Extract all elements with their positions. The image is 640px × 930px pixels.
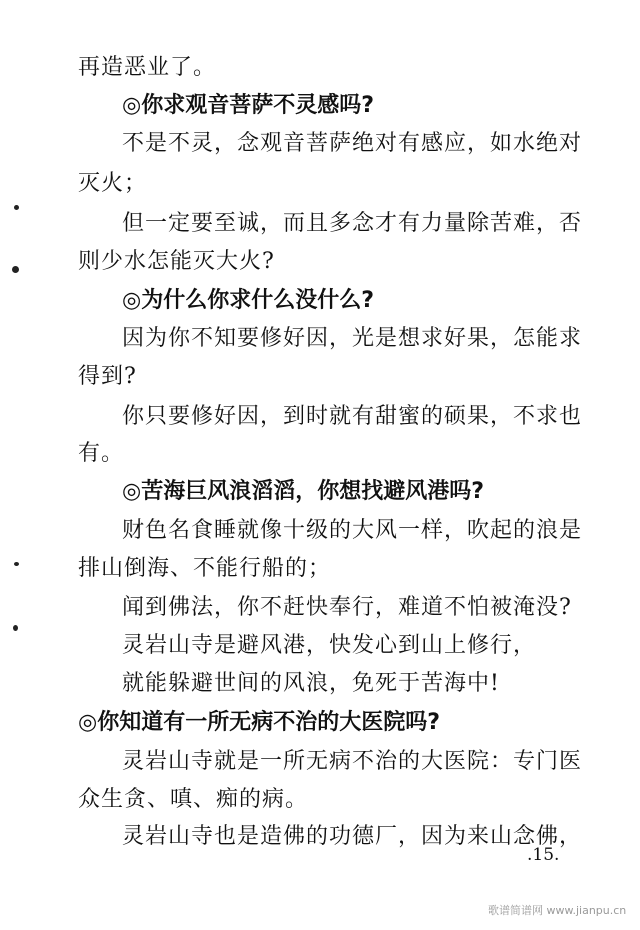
body-text-line: 则少水怎能灭大火?	[78, 249, 275, 274]
body-text-line: 但一定要至诚，而且多念才有力量除苦难，否	[122, 211, 583, 236]
body-text-line: 再造恶业了。	[78, 55, 217, 80]
body-text-line: 因为你不知要修好因，光是想求好果，怎能求	[122, 326, 583, 351]
scan-speck	[14, 205, 19, 210]
body-text-line: 财色名食睡就像十级的大风一样，吹起的浪是	[122, 518, 583, 543]
body-text-line: 灵岩山寺就是一所无病不治的大医院：专门医	[122, 749, 583, 774]
watermark: 歌谱简谱网 www.jianpu.cn	[488, 904, 627, 917]
body-text-line: 排山倒海、不能行船的；	[78, 556, 332, 581]
question-heading: ◎苦海巨风浪滔滔，你想找避风港吗?	[122, 479, 484, 504]
body-text-line: 闻到佛法，你不赶快奉行，难道不怕被淹没?	[122, 595, 572, 620]
scan-speck	[14, 562, 19, 566]
scan-speck	[12, 266, 19, 273]
body-text-line: 有。	[78, 441, 125, 466]
question-heading: ◎为什么你求什么没什么?	[122, 288, 374, 313]
scan-speck	[13, 625, 18, 631]
body-text-line: 不是不灵，念观音菩萨绝对有感应，如水绝对	[122, 131, 583, 156]
body-text-line: 得到?	[78, 364, 137, 389]
body-text-line: 你只要修好因，到时就有甜蜜的硕果，不求也	[122, 404, 583, 429]
body-text-line: 众生贪、嗔、痴的病。	[78, 787, 309, 812]
body-text-line: 就能躲避世间的风浪，免死于苦海中!	[122, 671, 500, 696]
question-heading: ◎你求观音菩萨不灵感吗?	[122, 93, 374, 118]
body-text-line: 灭火；	[78, 171, 148, 196]
body-text-line: 灵岩山寺也是造佛的功德厂，因为来山念佛，	[122, 824, 583, 849]
page-number: .15.	[527, 845, 560, 865]
question-heading: ◎你知道有一所无病不治的大医院吗?	[78, 710, 440, 735]
body-text-line: 灵岩山寺是避风港，快发心到山上修行，	[122, 633, 537, 658]
